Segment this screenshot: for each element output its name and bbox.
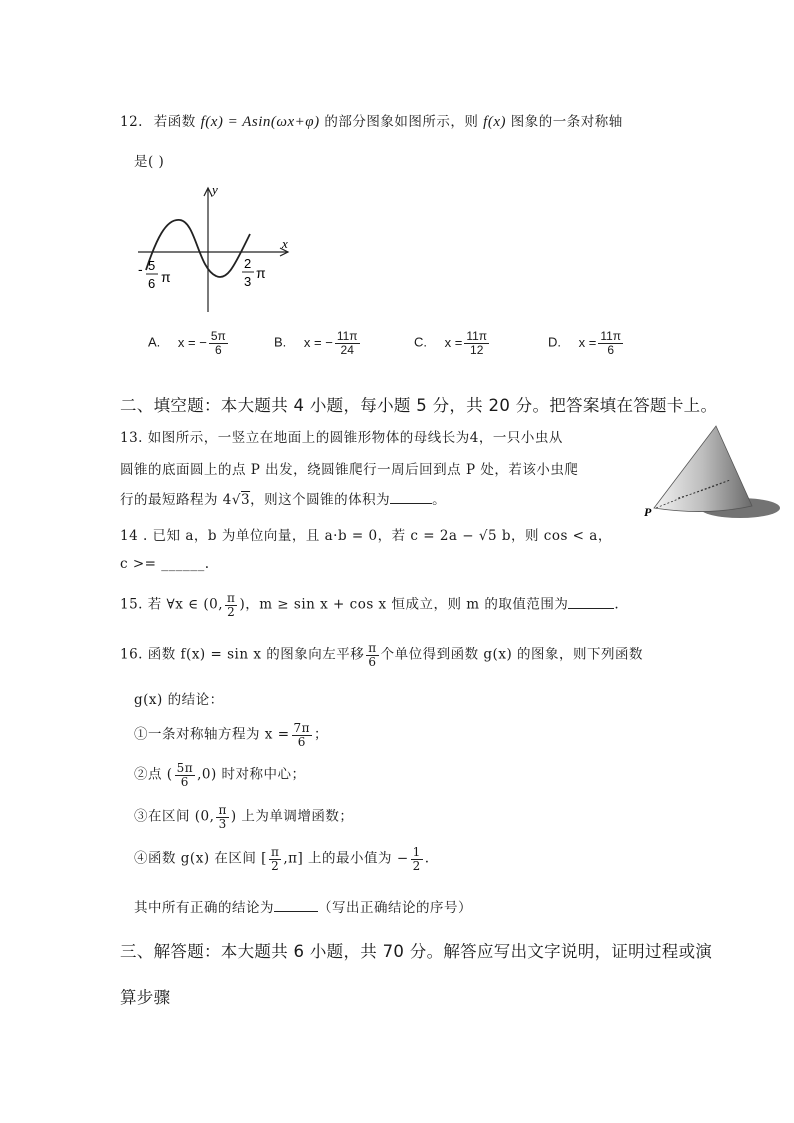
answer-blank[interactable]: [390, 491, 432, 504]
option-letter: B.: [274, 334, 287, 350]
q12-fx: f(x): [483, 114, 506, 130]
cone-body: [654, 426, 752, 512]
q12-line1: [120, 110, 623, 131]
item4-b: ,π] 上的最小值为 −: [283, 850, 409, 867]
option-letter: A.: [148, 334, 161, 350]
q16-a: 16. 函数 f(x) = sin x 的图象向左平移: [120, 646, 365, 663]
option-fraction: [209, 330, 228, 356]
item2-fraction: [175, 762, 196, 788]
frac-den: 3: [218, 816, 227, 831]
q13-line3b: ，则这个圆锥的体积为: [250, 492, 391, 508]
option-lhs: x =: [578, 334, 597, 350]
frac-num: 11π: [466, 329, 488, 343]
sqrt-symbol: √: [231, 492, 241, 508]
option-lhs: x =: [444, 334, 463, 350]
q13-line2: 圆锥的底面圆上的点 P 出发，绕圆锥爬行一周后回到点 P 处，若该小虫爬: [120, 462, 579, 478]
item1-b: ；: [314, 726, 329, 743]
frac-den: 6: [180, 774, 189, 789]
q16-fraction: [366, 642, 378, 668]
frac-num: 5π: [176, 761, 194, 775]
q12-graph: [132, 180, 302, 320]
option-fraction: [335, 330, 360, 356]
item3-a: ③在区间 (0,: [134, 808, 215, 825]
cone-figure: [640, 420, 780, 520]
q16-item2: [134, 762, 306, 788]
item4-fraction-2: [411, 846, 423, 872]
frac-num: 11π: [336, 329, 358, 343]
item4-fraction: [269, 846, 281, 872]
frac-num: 7π: [293, 721, 311, 735]
graph-right-den: 3: [244, 274, 252, 289]
q12-number: 12.: [120, 114, 143, 130]
section3-heading-line1: 三、解答题：本大题共 6 小题，共 70 分。解答应写出文字说明，证明过程或演: [120, 942, 713, 961]
q13-sqrt-value: 3: [241, 492, 251, 508]
frac-den: 6: [607, 342, 615, 357]
item3-fraction: [216, 804, 228, 830]
frac-num: 5π: [210, 329, 226, 343]
answer-blank[interactable]: [568, 596, 614, 609]
q12-stem-b: 的部分图象如图所示，则: [324, 114, 479, 130]
option-lhs: x = −: [177, 334, 207, 350]
q15-a: 15. 若 ∀x ∈ (0,: [120, 596, 224, 613]
q12-option-a[interactable]: [148, 330, 230, 356]
graph-right-num: 2: [244, 256, 252, 271]
q15-line: [120, 592, 619, 618]
graph-y-label: y: [212, 182, 218, 197]
graph-left-pi: π: [161, 269, 171, 285]
item4-c: .: [424, 850, 430, 867]
frac-num: π: [227, 591, 236, 605]
q12-stem-a: 若函数: [153, 114, 196, 130]
section2-heading: 二、填空题：本大题共 4 小题，每小题 5 分，共 20 分。把答案填在答题卡上。: [120, 396, 718, 415]
q15-fraction: [225, 592, 237, 618]
cone-point-label: P: [644, 505, 652, 519]
frac-num: 11π: [600, 329, 622, 343]
frac-den: 24: [340, 342, 354, 357]
q13-line1: 13. 如图所示，一竖立在地面上的圆锥形物体的母线长为4，一只小虫从: [120, 430, 563, 446]
q16-line1: [120, 642, 643, 668]
q16-item1: [134, 722, 328, 748]
q15-c: .: [614, 596, 620, 613]
frac-num: 1: [412, 845, 421, 859]
q16-last-a: 其中所有正确的结论为: [134, 900, 274, 916]
q12-option-b[interactable]: [274, 330, 362, 356]
q12-stem-c: 图象的一条对称轴: [510, 114, 623, 130]
q16-last-line: [134, 896, 472, 916]
option-letter: C.: [414, 334, 427, 350]
q13-line3-end: 。: [432, 492, 447, 508]
q14-line1: 14 . 已知 a，b 为单位向量，且 a·b = 0，若 c = 2a − √5 b，则 cos < a，: [120, 528, 612, 544]
q12-line2: 是( ): [134, 154, 165, 170]
option-lhs: x = −: [303, 334, 333, 350]
q16-b: 个单位得到函数 g(x) 的图象，则下列函数: [380, 646, 643, 663]
graph-left-num: 5: [148, 258, 156, 273]
frac-den: 6: [368, 654, 377, 669]
graph-right-pi: π: [256, 265, 266, 281]
frac-den: 2: [227, 604, 236, 619]
frac-num: π: [368, 641, 377, 655]
graph-left-den: 6: [148, 276, 156, 291]
option-fraction: [464, 330, 489, 356]
q14-line2: c >= ______.: [120, 556, 210, 572]
frac-den: 2: [271, 858, 280, 873]
q16-item3: [134, 804, 353, 830]
item2-a: ②点 (: [134, 766, 173, 783]
frac-den: 6: [297, 734, 306, 749]
q16-last-b: （写出正确结论的序号）: [318, 900, 472, 916]
q16-item4: [134, 846, 430, 872]
q15-b: )，m ≥ sin x + cos x 恒成立，则 m 的取值范围为: [239, 596, 569, 613]
frac-den: 12: [470, 342, 484, 357]
item3-b: ) 上为单调增函数；: [230, 808, 354, 825]
q12-func: f(x) = Asin(ωx+φ): [200, 114, 320, 130]
graph-left-sign: -: [138, 261, 143, 277]
option-letter: D.: [548, 334, 561, 350]
q13-line3a: 行的最短路程为 4: [120, 492, 232, 508]
answer-blank[interactable]: [274, 899, 318, 912]
frac-num: π: [270, 845, 280, 859]
item1-a: ①一条对称轴方程为 x =: [134, 726, 290, 743]
q13-line3: [120, 488, 446, 508]
item4-a: ④函数 g(x) 在区间 [: [134, 850, 267, 867]
option-fraction: [598, 330, 623, 356]
q16-line2: g(x) 的结论：: [134, 692, 224, 708]
item1-fraction: [292, 722, 313, 748]
graph-x-label: x: [282, 236, 288, 251]
q12-option-c[interactable]: [414, 330, 491, 356]
q12-option-d[interactable]: [548, 330, 625, 356]
item2-b: ,0) 时对称中心；: [197, 766, 306, 783]
frac-num: π: [218, 803, 227, 817]
section3-heading-line2: 算步骤: [120, 988, 171, 1007]
frac-den: 6: [214, 342, 222, 357]
frac-den: 2: [412, 858, 421, 873]
